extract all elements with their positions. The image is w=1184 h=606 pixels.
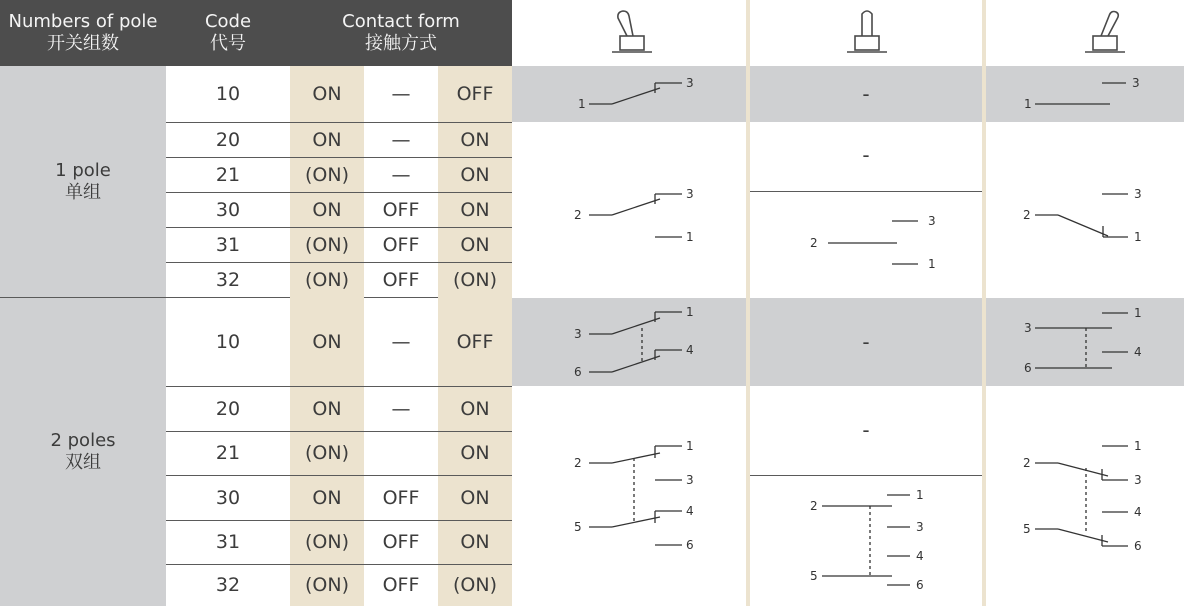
- contact-cell-3: ON: [460, 128, 490, 151]
- contact-cell-2: —: [391, 397, 411, 420]
- terminal-label: 6: [574, 365, 582, 379]
- group-2-poles-cn: 双组: [65, 452, 101, 473]
- header-code: [166, 0, 290, 66]
- contact-cell-2: OFF: [382, 198, 420, 221]
- switch-diagrams: [512, 66, 1184, 606]
- header-contact-cn: 接触方式: [365, 33, 437, 54]
- terminal-label: 2: [810, 236, 818, 250]
- terminal-label: 1: [578, 97, 586, 111]
- contact-cell-2: OFF: [382, 574, 420, 596]
- contact-cell-1: (ON): [305, 233, 349, 256]
- code-cell: 32: [215, 574, 241, 596]
- terminal-label: 3: [686, 76, 694, 90]
- contact-cell-1: ON: [312, 198, 342, 221]
- contact-cell-3: ON: [460, 163, 490, 186]
- terminal-label: 6: [916, 578, 924, 592]
- contact-cell-1: ON: [312, 128, 342, 151]
- terminal-label: 3: [1132, 76, 1140, 90]
- terminal-label: 3: [574, 327, 582, 341]
- contact-cell-3: (ON): [453, 574, 497, 596]
- no-contact-dash: -: [862, 143, 870, 167]
- contact-cell-1: ON: [312, 331, 342, 353]
- code-cell: 31: [215, 233, 241, 256]
- terminal-label: 1: [916, 488, 924, 502]
- code-cell: 20: [215, 128, 241, 151]
- contact-cell-3: ON: [460, 442, 490, 464]
- contact-cell-1: ON: [312, 486, 342, 509]
- terminal-label: 3: [1134, 473, 1142, 487]
- toggle-center-icon: [837, 6, 897, 58]
- terminal-label: 4: [916, 549, 924, 563]
- terminal-label: 2: [810, 499, 818, 513]
- contact-cell-3: ON: [460, 397, 490, 420]
- contact-cell-3: ON: [460, 198, 490, 221]
- header-code-en: Code: [204, 11, 252, 32]
- header-code-cn: 代号: [210, 33, 246, 54]
- terminal-label: 4: [686, 504, 694, 518]
- code-cell: 31: [215, 531, 241, 553]
- contact-cell-3: ON: [460, 531, 490, 553]
- header-numbers-of-pole: [0, 0, 166, 66]
- terminal-label: 6: [1024, 361, 1032, 375]
- header-contact-form: [290, 0, 512, 66]
- terminal-label: 1: [686, 230, 694, 244]
- code-cell: 21: [215, 163, 241, 186]
- terminal-label: 3: [928, 214, 936, 228]
- group-2-poles-en: 2 poles: [50, 430, 116, 451]
- header-numbers-en: Numbers of pole: [8, 11, 158, 32]
- group-1-pole-cn: 单组: [65, 181, 101, 203]
- code-cell: 10: [215, 331, 241, 353]
- header-numbers-cn: 开关组数: [47, 33, 119, 54]
- terminal-label: 6: [1134, 539, 1142, 553]
- terminal-label: 3: [1024, 321, 1032, 335]
- group-1-pole: [0, 66, 166, 297]
- terminal-label: 3: [686, 187, 694, 201]
- contact-cell-1: (ON): [305, 268, 349, 291]
- contact-cell-3: ON: [460, 486, 490, 509]
- code-cell: 20: [215, 397, 241, 420]
- contact-cell-1: (ON): [305, 163, 349, 186]
- contact-cell-1: ON: [312, 397, 342, 420]
- terminal-label: 3: [916, 520, 924, 534]
- terminal-label: 1: [686, 439, 694, 453]
- no-contact-dash: -: [862, 330, 870, 354]
- terminal-label: 5: [1023, 522, 1031, 536]
- contact-cell-2: [364, 431, 438, 475]
- code-cell: 10: [215, 83, 241, 105]
- terminal-label: 2: [1023, 456, 1031, 470]
- terminal-label: 6: [686, 538, 694, 552]
- contact-cell-2: —: [391, 83, 411, 105]
- terminal-label: 2: [1023, 208, 1031, 222]
- contact-cell-3: (ON): [453, 268, 497, 291]
- group-1-pole-en: 1 pole: [55, 159, 111, 181]
- no-contact-dash: -: [862, 418, 870, 442]
- contact-cell-2: —: [391, 163, 411, 186]
- code-cell: 30: [215, 198, 241, 221]
- contact-cell-2: —: [391, 331, 411, 353]
- code-cell: 21: [215, 442, 241, 464]
- terminal-label: 1: [1134, 439, 1142, 453]
- terminal-label: 2: [574, 208, 582, 222]
- terminal-label: 3: [686, 473, 694, 487]
- code-cell: 30: [215, 486, 241, 509]
- contact-cell-1: (ON): [305, 442, 349, 464]
- header-contact-en: Contact form: [342, 11, 460, 32]
- contact-cell-1: ON: [312, 83, 342, 105]
- no-contact-dash: -: [862, 82, 870, 106]
- terminal-label: 1: [928, 257, 936, 271]
- terminal-label: 5: [574, 520, 582, 534]
- contact-cell-1: (ON): [305, 574, 349, 596]
- contact-cell-3: OFF: [456, 331, 494, 353]
- terminal-label: 3: [1134, 187, 1142, 201]
- contact-cell-2: —: [391, 128, 411, 151]
- terminal-label: 1: [1024, 97, 1032, 111]
- terminal-label: 4: [686, 343, 694, 357]
- contact-cell-3: OFF: [456, 83, 494, 105]
- toggle-right-icon: [1074, 6, 1134, 58]
- contact-cell-1: (ON): [305, 531, 349, 553]
- contact-cell-2: OFF: [382, 233, 420, 256]
- toggle-left-icon: [600, 6, 660, 58]
- contact-cell-2: OFF: [382, 531, 420, 553]
- group-2-poles: [0, 298, 166, 606]
- contact-cell-2: OFF: [382, 486, 420, 509]
- terminal-label: 1: [686, 305, 694, 319]
- terminal-label: 5: [810, 569, 818, 583]
- terminal-label: 4: [1134, 505, 1142, 519]
- code-cell: 32: [215, 268, 241, 291]
- contact-cell-3: ON: [460, 233, 490, 256]
- terminal-label: 2: [574, 456, 582, 470]
- terminal-label: 1: [1134, 230, 1142, 244]
- terminal-label: 4: [1134, 345, 1142, 359]
- terminal-label: 1: [1134, 306, 1142, 320]
- contact-cell-2: OFF: [382, 268, 420, 291]
